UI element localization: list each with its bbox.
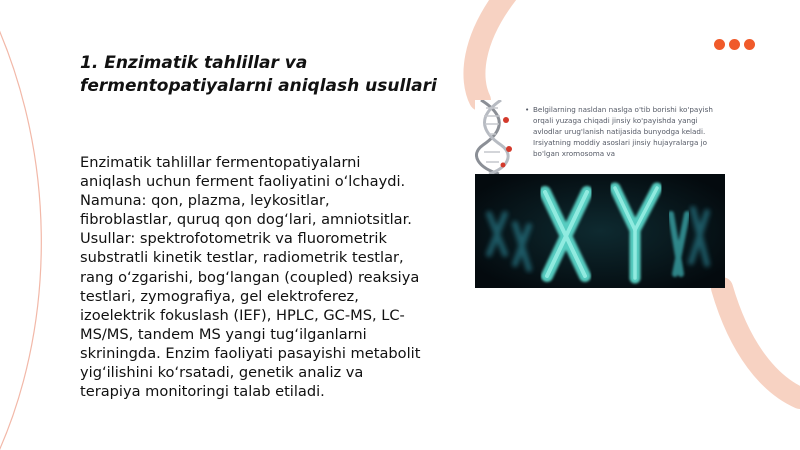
chromosome-xy-graphic	[475, 174, 725, 288]
chromosome-photo	[475, 174, 725, 288]
dna-helix-icon	[475, 100, 517, 174]
dot	[729, 39, 740, 50]
chromosome-image	[475, 100, 725, 288]
dot	[714, 39, 725, 50]
image-text-strip	[475, 100, 725, 174]
dot	[744, 39, 755, 50]
image-caption-text: • Belgilarning nasldan naslga o'tib borishi ko'payish orqali yuzaga chiqadi jinsiy ko'payishda yangi avlodlar urug'lanish natijasida bunyodga keladi. Irsiyatning moddiy asoslari jinsiy hujayralarga jo bo'lgan xromosoma va	[525, 104, 725, 159]
slide-title: 1. Enzimatik tahlillar va fermentopatiyalarni aniqlash usullari	[80, 53, 437, 96]
right-arc-lower	[722, 288, 800, 398]
left-arc	[0, 0, 41, 450]
dots-decoration	[714, 39, 755, 50]
slide-body-text: Enzimatik tahlillar fermentopatiyalarni aniqlash uchun ferment faoliyatini o‘lchaydi. Namuna: qon, plazma, leykositlar, fibroblastlar, quruq qon dog‘lari, amniotsitlar. Usullar: spektrofotometrik va fluorometrik substratli kinetik testlar, radiometrik testlar, rang o‘zgarishi, bog‘langan (coupled) reaksiya testlari, zymografiya, gel elektroferez, izoelektrik fokuslash (IEF), HPLC, GC-MS, LC-MS/MS, tandem MS yangi tug‘ilganlarni skriningda. Enzim faoliyati pasayishi metabolit yig‘ilishini ko‘rsatadi, genetik analiz va terapiya monitoringi talab etiladi.	[80, 154, 421, 401]
right-arc-upper	[474, 0, 510, 100]
